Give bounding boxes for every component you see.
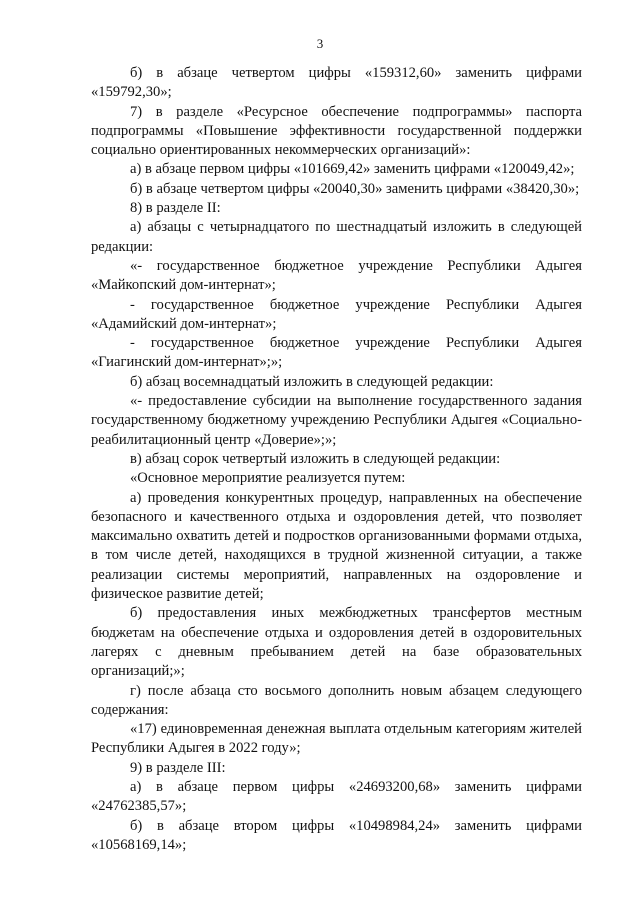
paragraph: б) в абзаце втором цифры «10498984,24» заменить цифрами «10568169,14»; [91,817,582,853]
paragraph: 8) в разделе II: [130,200,221,217]
paragraph: 9) в разделе III: [130,759,226,776]
paragraph: а) в абзаце первом цифры «101669,42» заменить цифрами «120049,42»; [130,161,575,178]
paragraph: б) абзац восемнадцатый изложить в следующей редакции: [130,373,494,390]
paragraph: б) предоставления иных межбюджетных трансфертов местным бюджетам на обеспечение отдыха и оздоровления детей в оздоровительных лагерях с дневным пребыванием детей на базе образовательных организаций;»; [91,605,582,680]
paragraph: «17) единовременная денежная выплата отдельным категориям жителей Республики Адыгея в 2022 году»; [91,721,582,757]
paragraph: г) после абзаца сто восьмого дополнить новым абзацем следующего содержания: [91,682,582,718]
paragraph: - государственное бюджетное учреждение Республики Адыгея «Гиагинский дом-интернат»;»; [91,335,582,371]
paragraph: а) проведения конкурентных процедур, направленных на обеспечение безопасного и качественного отдыха и оздоровления детей, что позволяет максимально охватить детей и подростков организованными формами отдыха, в том числе детей, находящихся в трудной жизненной ситуации, а также реализации системы мероприятий, направленных на оздоровление и физическое развитие детей; [91,489,582,603]
paragraph: в) абзац сорок четвертый изложить в следующей редакции: [130,450,501,467]
paragraph: «- предоставление субсидии на выполнение государственного задания государственному бюджетному учреждению Республики Адыгея «Социально-реабилитационный центр «Доверие»;»; [91,393,582,448]
paragraph: б) в абзаце четвертом цифры «159312,60» заменить цифрами «159792,30»; [91,65,582,101]
paragraph: - государственное бюджетное учреждение Республики Адыгея «Адамийский дом-интернат»; [91,296,582,332]
page-number: 3 [316,36,324,51]
paragraph: «Основное мероприятие реализуется путем: [130,470,406,487]
paragraph: «- государственное бюджетное учреждение Республики Адыгея «Майкопский дом-интернат»; [91,257,582,294]
paragraph: а) в абзаце первом цифры «24693200,68» заменить цифрами «24762385,57»; [91,778,582,815]
document-body [91,64,582,855]
paragraph: б) в абзаце четвертом цифры «20040,30» заменить цифрами «38420,30»; [130,180,580,197]
paragraph: а) абзацы с четырнадцатого по шестнадцатый изложить в следующей редакции: [91,219,582,255]
paragraph: 7) в разделе «Ресурсное обеспечение подпрограммы» паспорта подпрограммы «Повышение эффективности государственной поддержки социально ориентированных некоммерческих организаций»: [91,103,582,159]
